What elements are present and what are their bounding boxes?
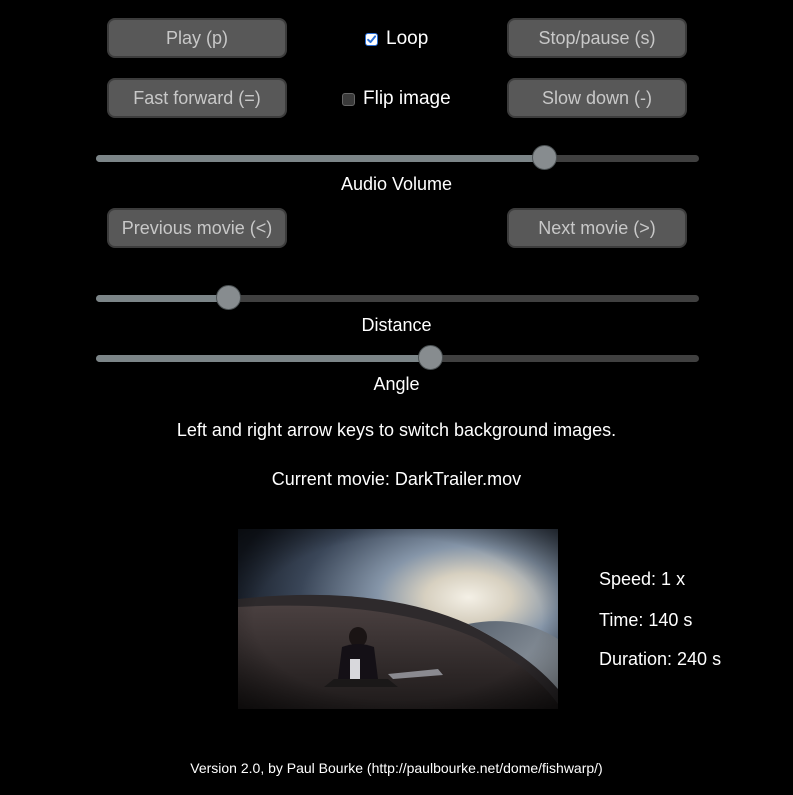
distance-slider[interactable] <box>96 284 699 314</box>
slider-track[interactable] <box>96 355 699 362</box>
slider-fill <box>96 155 545 162</box>
slider-thumb[interactable] <box>216 285 241 310</box>
current-movie-text: Current movie: DarkTrailer.mov <box>271 469 522 489</box>
play-button[interactable]: Play (p) <box>107 18 287 58</box>
flip-image-label: Flip image <box>363 88 451 109</box>
speed-text: Speed: 1 x <box>599 569 686 589</box>
slider-thumb[interactable] <box>418 345 443 370</box>
slider-fill <box>96 295 229 302</box>
instructions-text: Left and right arrow keys to switch background images. <box>176 420 617 440</box>
angle-slider[interactable] <box>96 344 699 374</box>
next-movie-button[interactable]: Next movie (>) <box>507 208 687 248</box>
duration-text: Duration: 240 s <box>599 649 722 669</box>
time-text: Time: 140 s <box>599 610 693 630</box>
loop-checkbox[interactable] <box>365 28 428 50</box>
slider-thumb[interactable] <box>532 145 557 170</box>
slider-track[interactable] <box>96 295 699 302</box>
flip-image-checkbox[interactable] <box>342 88 451 110</box>
video-preview[interactable] <box>238 529 558 709</box>
version-footer: Version 2.0, by Paul Bourke (http://paulbourke.net/dome/fishwarp/) <box>190 760 603 776</box>
slider-fill <box>96 355 431 362</box>
loop-label: Loop <box>386 28 429 49</box>
slider-track[interactable] <box>96 155 699 162</box>
audio-volume-slider[interactable] <box>96 144 699 174</box>
slow-down-button[interactable]: Slow down (-) <box>507 78 687 118</box>
previous-movie-button[interactable]: Previous movie (<) <box>107 208 287 248</box>
flip-check-icon[interactable] <box>342 93 355 106</box>
distance-label: Distance <box>361 315 432 335</box>
video-frame-image <box>238 529 558 709</box>
stop-pause-button[interactable]: Stop/pause (s) <box>507 18 687 58</box>
angle-label: Angle <box>373 374 420 394</box>
fast-forward-button[interactable]: Fast forward (=) <box>107 78 287 118</box>
loop-check-icon[interactable] <box>365 33 378 46</box>
audio-volume-label: Audio Volume <box>340 174 453 194</box>
